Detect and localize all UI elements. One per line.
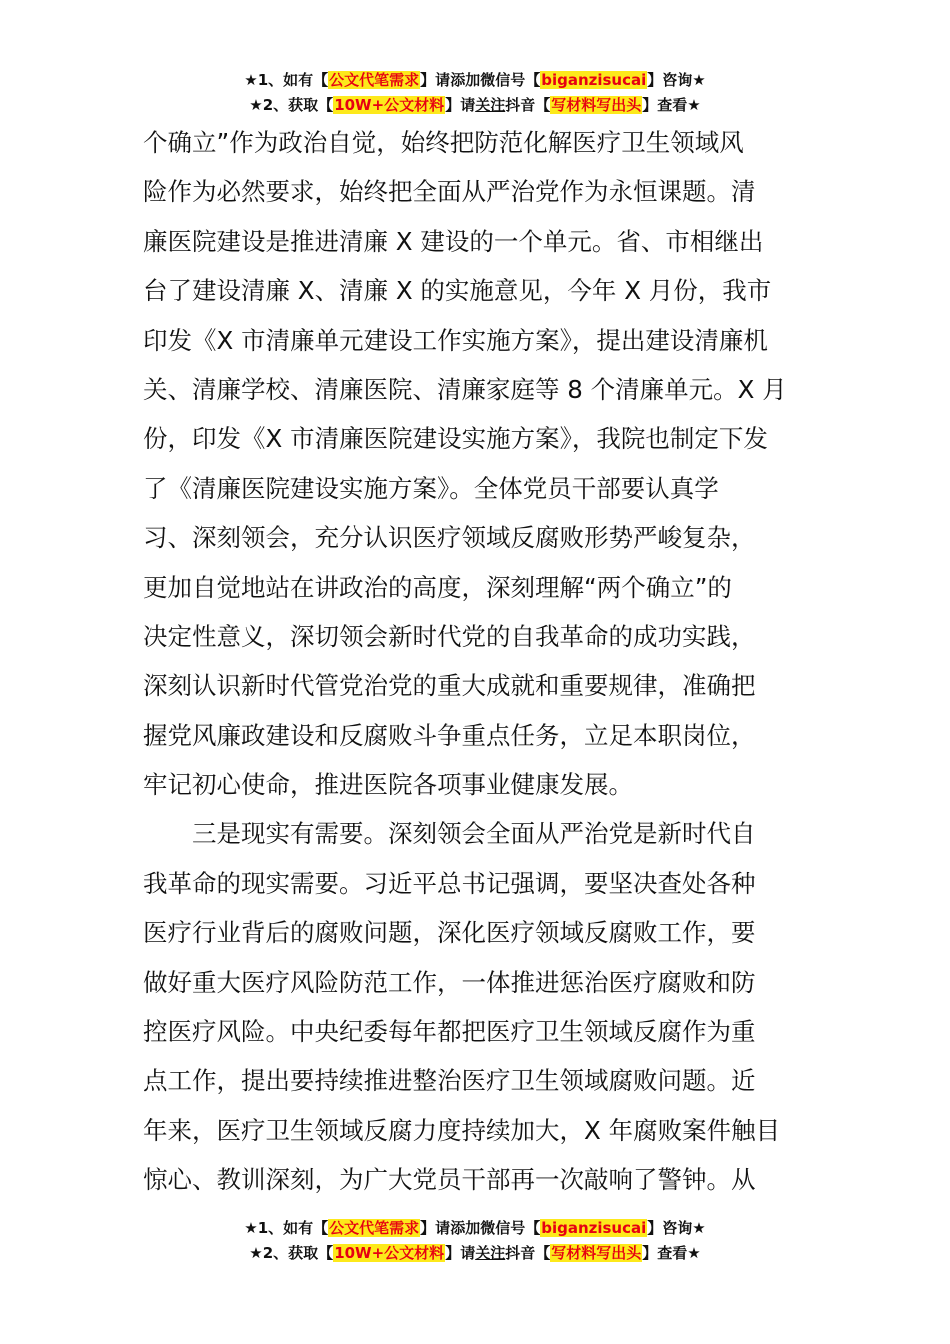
document-body: [143, 118, 809, 1205]
body-line: 更加自觉地站在讲政治的高度，深刻理解“两个确立”的: [143, 572, 732, 602]
banner-text: 添加: [450, 71, 481, 89]
footer-banner: [0, 1216, 950, 1266]
body-line: 廉医院建设是推进清廉 X 建设的一个单元。省、市相继出: [143, 226, 764, 256]
banner-text: 】请: [420, 1219, 451, 1237]
banner-text: 】请: [445, 96, 476, 114]
body-line: 牢记初心使命，推进医院各项事业健康发展。: [143, 770, 633, 800]
banner-text: 关注: [475, 96, 506, 114]
body-line: 控医疗风险。中央纪委每年都把医疗卫生领域反腐作为重: [143, 1017, 756, 1047]
banner-highlight: 10W+公文材料: [334, 96, 445, 114]
body-line: 个确立”作为政治自觉，始终把防范化解医疗卫生领域风: [143, 128, 744, 157]
banner-text: ★1、如有【: [244, 71, 329, 89]
body-line: 习、深刻领会，充分认识医疗领域反腐败形势严峻复杂，: [143, 523, 756, 553]
banner-text: 】请: [420, 71, 451, 89]
banner-text: 抖音【: [505, 1244, 551, 1262]
banner-text: 】请: [445, 1244, 476, 1262]
body-line: 医疗行业背后的腐败问题，深化医疗领域反腐败工作，要: [143, 918, 756, 948]
banner-text: 关注: [475, 1244, 506, 1262]
banner-highlight: 10W+公文材料: [334, 1244, 445, 1262]
banner-text: ★2、获取【: [249, 96, 334, 114]
banner-text: 微信号【: [480, 1219, 541, 1237]
body-line: 深刻认识新时代管党治党的重大成就和重要规律，准确把: [143, 671, 756, 701]
banner-line-1: [0, 68, 950, 93]
banner-text: 】查看★: [642, 96, 701, 114]
banner-text: 】咨询★: [647, 1219, 706, 1237]
header-banner: [0, 68, 950, 118]
banner-text: 】咨询★: [647, 71, 706, 89]
body-line: 年来，医疗卫生领域反腐力度持续加大，X 年腐败案件触目: [143, 1115, 781, 1145]
banner-highlight: 公文代笔需求: [329, 71, 420, 89]
body-line: 我革命的现实需要。习近平总书记强调，要坚决查处各种: [143, 868, 756, 898]
body-line: 关、清廉学校、清廉医院、清廉家庭等 8 个清廉单元。X 月: [143, 374, 787, 404]
banner-highlight: 写材料写出头: [551, 1244, 642, 1262]
body-line: 点工作，提出要持续推进整治医疗卫生领域腐败问题。近: [143, 1066, 756, 1096]
banner-line-2: [0, 1241, 950, 1266]
banner-line-2: [0, 93, 950, 118]
banner-text: 添加: [450, 1219, 481, 1237]
banner-text: ★2、获取【: [249, 1244, 334, 1262]
body-line: 险作为必然要求，始终把全面从严治党作为永恒课题。清: [143, 177, 756, 207]
banner-highlight: biganzisucai: [541, 1219, 647, 1237]
banner-text: 微信号【: [480, 71, 541, 89]
banner-highlight: biganzisucai: [541, 71, 647, 89]
body-line: 惊心、教训深刻，为广大党员干部再一次敲响了警钟。从: [143, 1165, 756, 1195]
body-line: 台了建设清廉 X、清廉 X 的实施意见，今年 X 月份，我市: [143, 276, 772, 306]
banner-text: ★1、如有【: [244, 1219, 329, 1237]
body-line: 份，印发《X 市清廉医院建设实施方案》，我院也制定下发: [143, 424, 768, 454]
banner-highlight: 公文代笔需求: [329, 1219, 420, 1237]
body-line: 了《清廉医院建设实施方案》。全体党员干部要认真学: [143, 473, 719, 503]
banner-text: 抖音【: [505, 96, 551, 114]
paragraph-start-line: 三是现实有需要。深刻领会全面从严治党是新时代自: [192, 819, 756, 849]
banner-line-1: [0, 1216, 950, 1241]
body-line: 印发《X 市清廉单元建设工作实施方案》，提出建设清廉机: [143, 325, 768, 355]
banner-highlight: 写材料写出头: [551, 96, 642, 114]
body-line: 握党风廉政建设和反腐败斗争重点任务，立足本职岗位，: [143, 720, 756, 750]
body-line: 决定性意义，深切领会新时代党的自我革命的成功实践，: [143, 621, 756, 651]
body-line: 做好重大医疗风险防范工作，一体推进惩治医疗腐败和防: [143, 967, 756, 997]
banner-text: 】查看★: [642, 1244, 701, 1262]
